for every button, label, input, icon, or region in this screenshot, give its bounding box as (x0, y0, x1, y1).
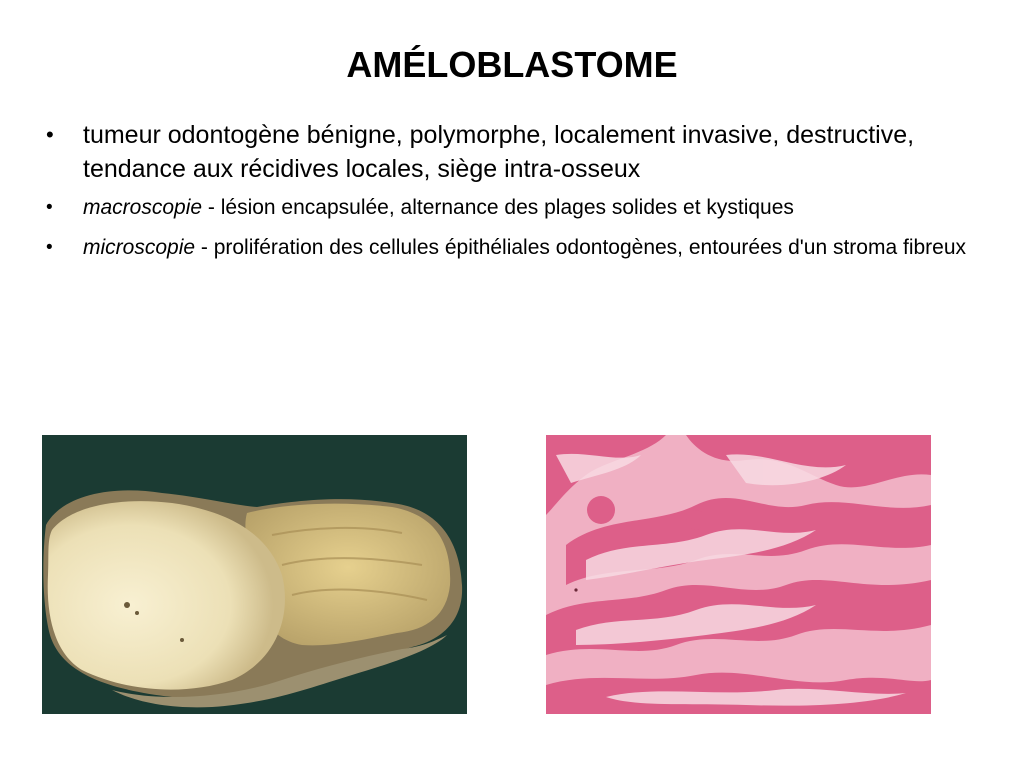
bullet-text: tumeur odontogène bénigne, polymorphe, localement invasive, destructive, tendance aux récidives locales, siège intra-osseux (83, 121, 915, 183)
bullet-marker: • (46, 197, 53, 218)
bullet-list (46, 118, 996, 272)
histology-illustration (546, 435, 931, 714)
bullet-microscopie (46, 232, 996, 263)
bullet-definition (46, 118, 996, 186)
bullet-marker: • (46, 122, 54, 147)
bullet-text: - lésion encapsulée, alternance des plages solides et kystiques (202, 196, 794, 219)
gross-specimen-photo (42, 435, 467, 714)
slide-title: AMÉLOBLASTOME (346, 44, 678, 85)
bullet-text: - prolifération des cellules épithéliales odontogènes, entourées d'un stroma fibreux (195, 236, 967, 259)
gross-specimen-illustration (42, 435, 467, 714)
bullet-term: microscopie (83, 236, 196, 259)
bullet-term: macroscopie (83, 196, 203, 219)
histology-micrograph (546, 435, 931, 714)
bullet-marker: • (46, 237, 53, 258)
bullet-macroscopie (46, 192, 996, 223)
